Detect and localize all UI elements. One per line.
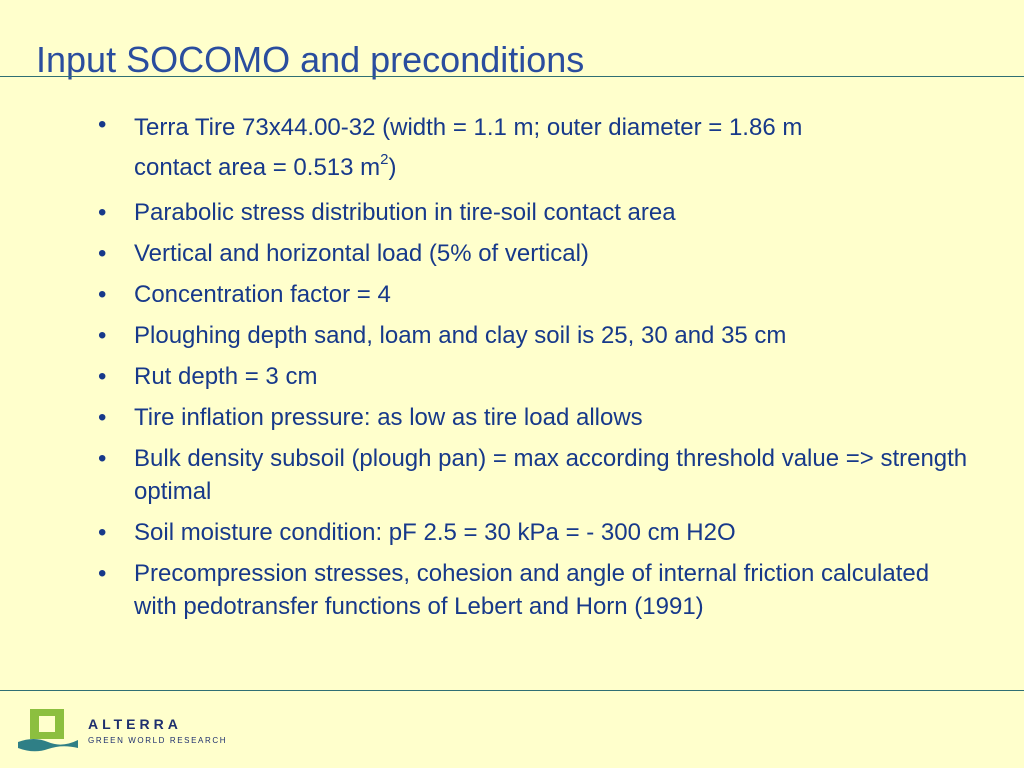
bullet-text: Tire inflation pressure: as low as tire load allows xyxy=(134,404,643,431)
bullet-text: Vertical and horizontal load (5% of vertical) xyxy=(134,240,589,267)
list-item xyxy=(98,108,968,188)
bullet-marker: • xyxy=(98,519,107,546)
title-divider xyxy=(0,76,1024,77)
bullet-marker: • xyxy=(98,240,107,267)
bullet-marker: • xyxy=(98,404,107,431)
slide-title: Input SOCOMO and preconditions xyxy=(36,39,585,80)
bullet-text: Ploughing depth sand, loam and clay soil is 25, 30 and 35 cm xyxy=(134,322,787,349)
bullet-marker: • xyxy=(98,445,107,472)
list-item xyxy=(98,442,968,508)
bullet-marker: • xyxy=(98,560,107,587)
bullet-text: Parabolic stress distribution in tire-soil contact area xyxy=(134,199,676,226)
bullet-text: Precompression stresses, cohesion and angle of internal friction calculated with pedotransfer functions of Lebert and Horn (1991) xyxy=(134,560,930,620)
bullet-marker: • xyxy=(98,363,107,390)
list-item xyxy=(98,557,968,623)
logo-name: ALTERRA xyxy=(88,716,182,732)
list-item xyxy=(98,319,968,352)
bullet-text: Concentration factor = 4 xyxy=(134,281,391,308)
alterra-logo-icon xyxy=(16,706,80,752)
list-item xyxy=(98,401,968,434)
list-item xyxy=(98,360,968,393)
bullet-text: Rut depth = 3 cm xyxy=(134,363,318,390)
bullet-text: Soil moisture condition: pF 2.5 = 30 kPa = - 300 cm H2O xyxy=(134,519,736,546)
bullet-marker: • xyxy=(98,281,107,308)
list-item xyxy=(98,516,968,549)
bullet-text-line-2-suffix: ) xyxy=(388,154,397,181)
bullet-text-line-2 xyxy=(134,148,968,188)
logo-tagline: GREEN WORLD RESEARCH xyxy=(88,736,228,745)
bullet-marker: • xyxy=(98,111,107,138)
bullet-text-line-2-prefix: contact area = 0.513 m xyxy=(134,154,381,181)
bullet-marker: • xyxy=(98,199,107,226)
footer-divider xyxy=(0,690,1024,691)
bullet-list xyxy=(98,108,968,631)
list-item xyxy=(98,237,968,270)
superscript: 2 xyxy=(380,151,389,168)
list-item xyxy=(98,278,968,311)
list-item xyxy=(98,196,968,229)
alterra-logo xyxy=(16,706,236,756)
bullet-text: Bulk density subsoil (plough pan) = max according threshold value => strength optimal xyxy=(134,445,968,505)
bullet-marker: • xyxy=(98,322,107,349)
bullet-text-line-1: Terra Tire 73x44.00-32 (width = 1.1 m; outer diameter = 1.86 m xyxy=(134,114,803,141)
